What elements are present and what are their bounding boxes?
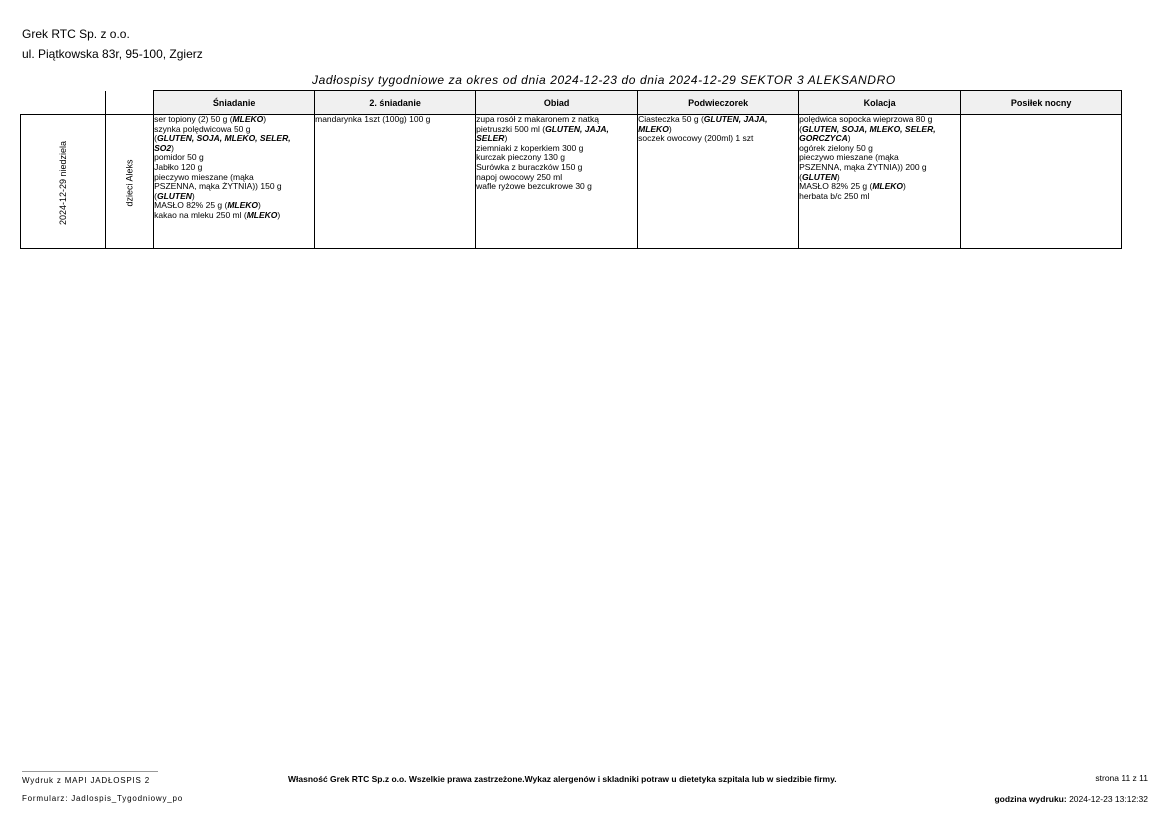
meal-text: Jabłko 120 g <box>154 161 203 172</box>
meal-text-end: ) <box>903 181 906 192</box>
allergen-text: MLEKO <box>232 114 264 124</box>
meal-text-end: ) <box>191 190 195 201</box>
meal-text: napoj owocowy 250 ml <box>476 171 563 182</box>
row-diet-cell <box>106 115 154 249</box>
meal-text: wafle ryżowe bezcukrowe 30 g <box>476 181 592 192</box>
meal-cell-podwieczorek <box>638 115 799 249</box>
meal-text: ser topiony (2) 50 g ( <box>154 114 233 124</box>
company-header <box>22 24 203 64</box>
row-date: 2024-12-29 niedziela <box>58 140 69 225</box>
allergen-text: GLUTEN, SOJA, MLEKO, SELER, <box>156 133 291 144</box>
meal-text: mandarynka 1szt (100g) 100 g <box>315 114 431 124</box>
meal-text-end: ) <box>836 171 840 182</box>
column-header-kolacja: Kolacja <box>799 91 961 115</box>
meal-text: soczek owocowy (200ml) 1 szt <box>638 133 754 144</box>
meal-text: kakao na mleku 250 ml ( <box>154 209 247 220</box>
meal-text: pieczywo mieszane (mąka <box>154 171 254 182</box>
column-header-posilek-nocny: Posiłek nocny <box>961 91 1122 115</box>
meal-text: PSZENNA, mąka ŻYTNIA)) 150 g <box>154 181 282 192</box>
meal-line <box>315 115 475 125</box>
meal-text-end: ) <box>263 114 267 124</box>
footer-source-text: Wydruk z MAPI JADŁOSPIS 2 <box>22 776 150 785</box>
print-timestamp <box>994 794 1148 804</box>
meal-text-end: ) <box>258 200 261 211</box>
meal-cell-drugie-sniadanie <box>315 115 476 249</box>
allergen-text: GLUTEN <box>156 190 192 201</box>
allergen-text: GLUTEN, SOJA, MLEKO, SELER, <box>801 123 936 134</box>
menu-table <box>20 90 1122 249</box>
meal-cell-obiad <box>476 115 638 249</box>
column-header-obiad: Obiad <box>476 91 638 115</box>
allergen-text: GLUTEN <box>801 171 837 182</box>
meal-text: pieczywo mieszane (mąka <box>799 152 899 163</box>
allergen-text: MLEKO <box>227 200 259 211</box>
meal-text-end: ) <box>847 133 851 144</box>
column-header-sniadanie: Śniadanie <box>154 91 315 115</box>
footer-form-text: Formularz: Jadlospis_Tygodniowy_po <box>22 794 184 803</box>
meal-line <box>154 134 314 144</box>
page-number: strona 11 z 11 <box>1095 773 1148 783</box>
meal-text: polędwica sopocka wieprzowa 80 g <box>799 114 933 124</box>
allergen-text: GORCZYCA <box>799 133 848 144</box>
allergen-text: MLEKO <box>872 181 904 192</box>
meal-text: ( <box>799 123 802 134</box>
meal-text: MASŁO 82% 25 g ( <box>799 181 873 192</box>
meal-text: ziemniaki z koperkiem 300 g <box>476 142 584 153</box>
footer-source <box>22 771 183 808</box>
meal-text: zupa rosół z makaronem z natką <box>476 114 599 124</box>
meal-text: szynka polędwicowa 50 g <box>154 123 251 134</box>
company-address: ul. Piątkowska 83r, 95-100, Zgierz <box>22 47 203 61</box>
meal-text-end: ) <box>504 133 508 144</box>
meal-text: ( <box>154 190 157 201</box>
meal-text: ogórek zielony 50 g <box>799 142 873 153</box>
meal-text: Surówka z buraczków 150 g <box>476 161 583 172</box>
page-title: Jadłospisy tygodniowe za okres od dnia 2024-12-23 do dnia 2024-12-29 SEKTOR 3 ALEKSANDRO <box>312 73 896 87</box>
allergen-text: MLEKO <box>246 209 278 220</box>
meal-text: herbata b/c 250 ml <box>799 190 870 201</box>
meal-cell-kolacja <box>799 115 961 249</box>
meal-line <box>638 134 798 144</box>
row-diet: dzieci Aleks <box>124 158 135 207</box>
allergen-text: MLEKO <box>638 123 669 134</box>
meal-text: ( <box>799 171 802 182</box>
print-label: godzina wydruku: <box>994 794 1067 804</box>
meal-text: MASŁO 82% 25 g ( <box>154 200 228 211</box>
meal-text: pomidor 50 g <box>154 152 204 163</box>
meal-text-end: ) <box>668 123 672 134</box>
meal-text-end: ) <box>171 142 174 153</box>
footer-rights: Własność Grek RTC Sp.z o.o. Wszelkie prawa zastrzeżone.Wykaz alergenów i skladniki potraw u dietetyka szpitala lub w siedzibie firmy. <box>288 774 837 784</box>
meal-cell-posilek-nocny <box>961 115 1122 249</box>
allergen-text: GLUTEN, JAJA, <box>703 114 768 124</box>
table-row <box>21 115 1122 249</box>
meal-line <box>476 182 637 192</box>
meal-text-end: ) <box>277 209 281 220</box>
allergen-text: SO2 <box>154 142 172 153</box>
meal-line <box>799 192 960 202</box>
meal-text: PSZENNA, mąka ŻYTNIA)) 200 g <box>799 161 927 172</box>
allergen-text: SELER <box>476 133 505 144</box>
meal-cell-sniadanie <box>154 115 315 249</box>
meal-text: ( <box>154 133 157 144</box>
column-header-podwieczorek: Podwieczorek <box>638 91 799 115</box>
meal-text: pietruszki 500 ml ( <box>476 123 546 134</box>
company-name: Grek RTC Sp. z o.o. <box>22 27 130 41</box>
column-header-drugie-sniadanie: 2. śniadanie <box>315 91 476 115</box>
row-date-cell <box>21 115 106 249</box>
meal-line <box>154 211 314 221</box>
table-header-row <box>21 91 1122 115</box>
meal-text: Ciasteczka 50 g ( <box>638 114 704 124</box>
allergen-text: GLUTEN, JAJA, <box>545 123 609 134</box>
meal-text: kurczak pieczony 130 g <box>476 152 565 163</box>
print-time: 2024-12-23 13:12:32 <box>1069 794 1148 804</box>
